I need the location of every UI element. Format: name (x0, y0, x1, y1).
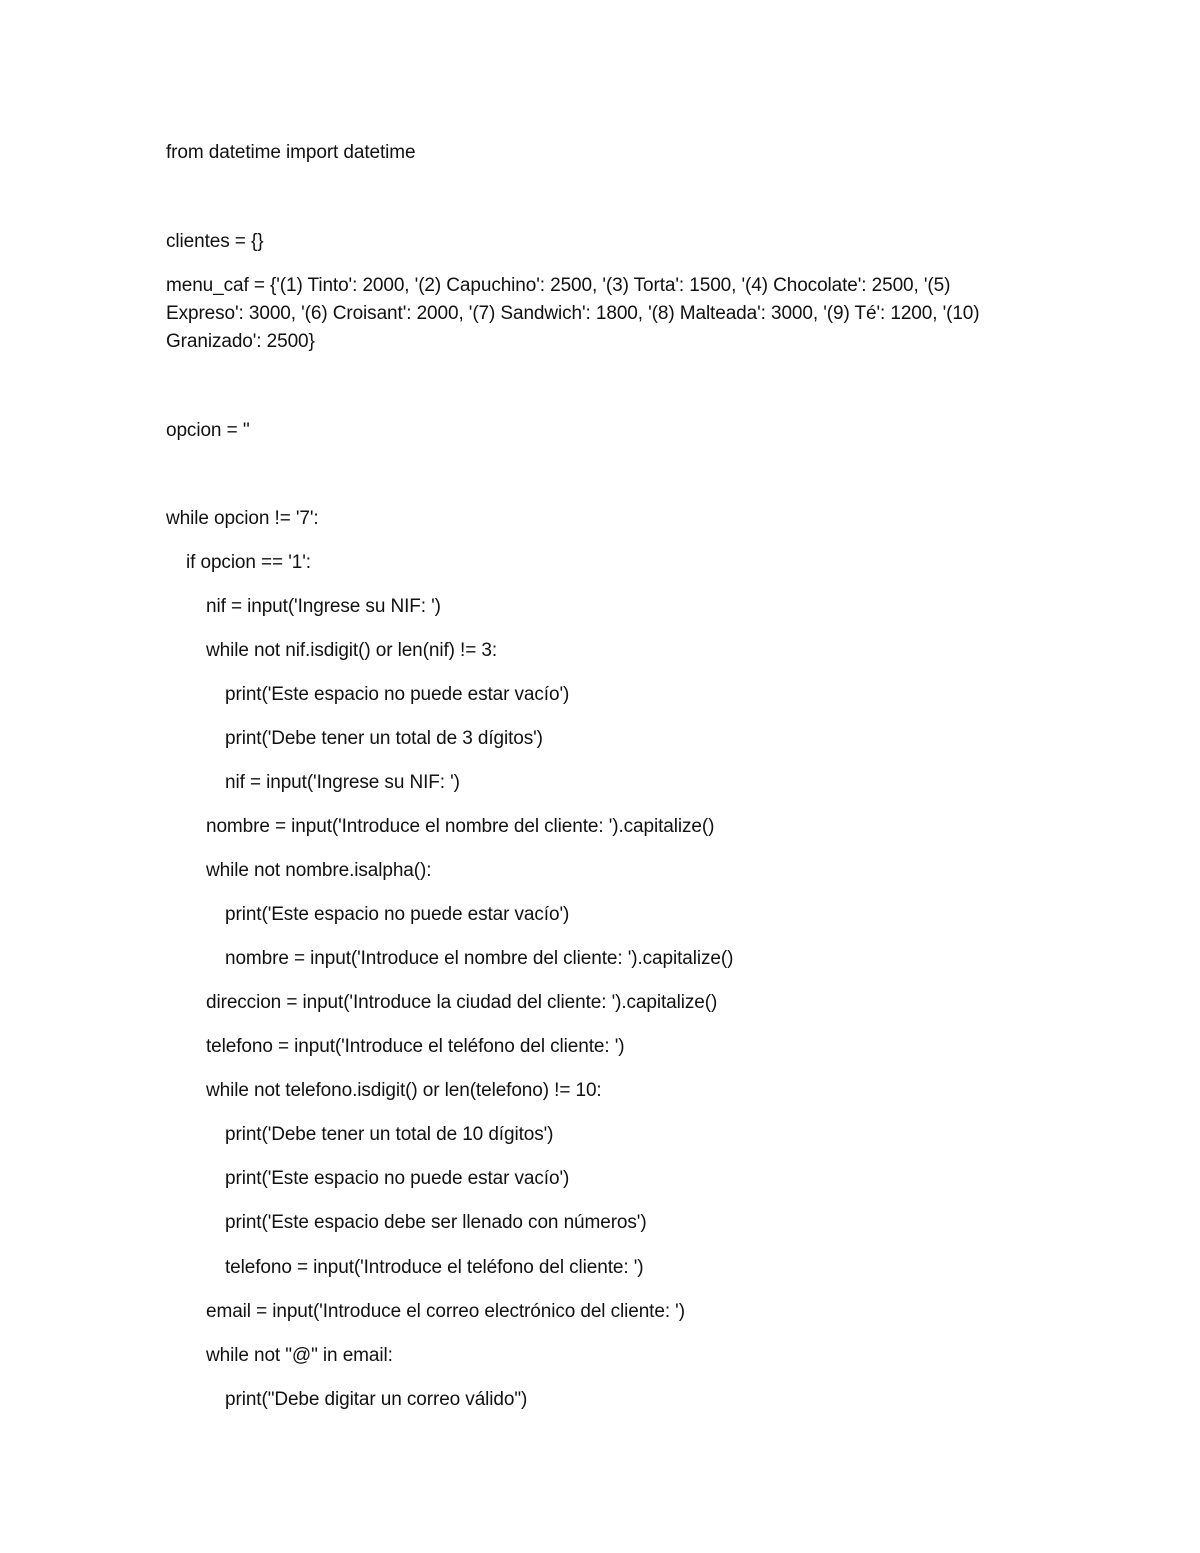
code-line: while not nif.isdigit() or len(nif) != 3: (206, 640, 498, 661)
code-line: while not "@" in email: (206, 1345, 393, 1366)
code-line: print('Este espacio debe ser llenado con números') (225, 1212, 647, 1233)
code-line: print('Debe tener un total de 3 dígitos') (225, 728, 543, 749)
code-line: direccion = input('Introduce la ciudad del cliente: ').capitalize() (206, 992, 718, 1013)
code-line: while opcion != '7': (166, 508, 319, 529)
code-line: nombre = input('Introduce el nombre del cliente: ').capitalize() (206, 816, 715, 837)
code-line: print('Este espacio no puede estar vacío') (225, 904, 570, 925)
code-line: print("Debe digitar un correo válido") (225, 1389, 528, 1410)
code-line: telefono = input('Introduce el teléfono del cliente: ') (206, 1036, 625, 1057)
code-line: nif = input('Ingrese su NIF: ') (225, 772, 460, 793)
code-line: print('Debe tener un total de 10 dígitos') (225, 1124, 554, 1145)
code-line: while not nombre.isalpha(): (206, 860, 432, 881)
code-line: menu_caf = {'(1) Tinto': 2000, '(2) Capuchino': 2500, '(3) Torta': 1500, '(4) Chocolate': 2500, '(5) Expreso': 3000, '(6) Croisant': 2000, '(7) Sandwich': 1800, '(8) Malteada': 3000, '(9) Té': 1200, '(10) Granizado': 2500} (166, 275, 980, 352)
code-line: print('Este espacio no puede estar vacío') (225, 684, 570, 705)
code-line: if opcion == '1': (186, 552, 311, 573)
code-line: clientes = {} (166, 231, 264, 252)
code-line: while not telefono.isdigit() or len(telefono) != 10: (206, 1080, 602, 1101)
code-line: from datetime import datetime (166, 142, 416, 163)
code-line: opcion = '' (166, 420, 250, 441)
code-line: nombre = input('Introduce el nombre del cliente: ').capitalize() (225, 948, 734, 969)
code-line: telefono = input('Introduce el teléfono del cliente: ') (225, 1257, 644, 1278)
code-line: nif = input('Ingrese su NIF: ') (206, 596, 441, 617)
code-line: print('Este espacio no puede estar vacío') (225, 1168, 570, 1189)
code-line: email = input('Introduce el correo electrónico del cliente: ') (206, 1301, 685, 1322)
